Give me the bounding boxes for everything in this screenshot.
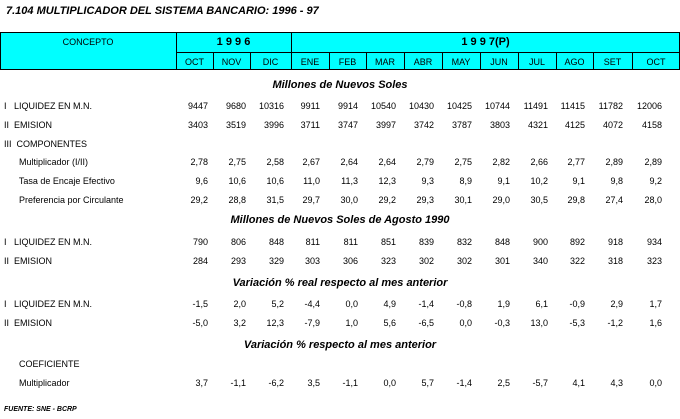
cell-value: 12006 xyxy=(636,101,662,111)
header-month: AGO xyxy=(564,56,585,67)
cell-value: 2,64 xyxy=(340,157,358,167)
cell-value: 848 xyxy=(268,237,284,247)
cell-value: -1,2 xyxy=(607,318,623,328)
cell-value: 892 xyxy=(569,237,585,247)
section-heading: Variación % respecto al mes anterior xyxy=(243,339,437,351)
cell-value: 2,77 xyxy=(567,157,585,167)
header-month: ABR xyxy=(413,56,433,67)
cell-value: -6,2 xyxy=(268,378,284,388)
row-label: Preferencia por Circulante xyxy=(4,195,124,205)
cell-value: 12,3 xyxy=(378,176,396,186)
cell-value: 3,2 xyxy=(233,318,246,328)
header-concepto: CONCEPTO xyxy=(62,37,114,47)
cell-value: 4321 xyxy=(527,120,548,130)
row-label: III COMPONENTES xyxy=(4,139,88,149)
grid-line xyxy=(176,52,680,53)
grid-line xyxy=(213,52,214,70)
cell-value: 5,6 xyxy=(383,318,396,328)
cell-value: 10316 xyxy=(258,101,284,111)
table-row xyxy=(0,378,680,391)
cell-value: 5,2 xyxy=(271,299,284,309)
cell-value: 9914 xyxy=(337,101,358,111)
cell-value: 4158 xyxy=(641,120,662,130)
section-heading: Millones de Nuevos Soles de Agosto 1990 xyxy=(230,214,450,226)
grid-line xyxy=(556,52,557,70)
grid-line xyxy=(632,52,633,70)
cell-value: 9911 xyxy=(300,101,320,111)
row-label: Multiplicador (I/II) xyxy=(4,157,89,167)
cell-value: 790 xyxy=(192,237,208,247)
grid-line xyxy=(593,52,594,70)
cell-value: -7,9 xyxy=(304,318,320,328)
cell-value: 11491 xyxy=(523,101,548,111)
header-month: NOV xyxy=(221,56,242,67)
cell-value: 2,67 xyxy=(302,157,320,167)
cell-value: -1,4 xyxy=(418,299,434,309)
cell-value: 3747 xyxy=(337,120,358,130)
cell-value: 29,0 xyxy=(492,195,510,205)
cell-value: 11,0 xyxy=(303,176,320,186)
cell-value: 10425 xyxy=(446,101,472,111)
cell-value: 2,66 xyxy=(530,157,548,167)
cell-value: 3742 xyxy=(413,120,434,130)
cell-value: 2,0 xyxy=(233,299,246,309)
cell-value: 323 xyxy=(646,256,662,266)
cell-value: 2,89 xyxy=(644,157,662,167)
cell-value: 323 xyxy=(380,256,396,266)
row-label: II EMISION xyxy=(4,256,53,266)
cell-value: 301 xyxy=(494,256,510,266)
cell-value: 2,78 xyxy=(190,157,208,167)
cell-value: -5,7 xyxy=(532,378,548,388)
grid-line xyxy=(176,32,177,70)
cell-value: 2,79 xyxy=(416,157,434,167)
cell-value: 30,5 xyxy=(530,195,548,205)
cell-value: 6,1 xyxy=(535,299,548,309)
cell-value: -0,3 xyxy=(494,318,510,328)
header-month: MAR xyxy=(375,56,395,67)
cell-value: 29,2 xyxy=(190,195,208,205)
cell-value: 30,1 xyxy=(454,195,472,205)
header-month: OCT xyxy=(646,56,666,67)
table-title: 7.104 MULTIPLICADOR DEL SISTEMA BANCARIO: 1996 - 97 xyxy=(6,5,319,17)
cell-value: 30,0 xyxy=(340,195,358,205)
cell-value: 2,75 xyxy=(228,157,246,167)
cell-value: 2,5 xyxy=(497,378,510,388)
header-month: FEB xyxy=(338,56,357,67)
row-label: COEFICIENTE xyxy=(4,359,80,369)
section-heading: Variación % real respecto al mes anterior xyxy=(232,277,448,289)
cell-value: 10540 xyxy=(370,101,396,111)
cell-value: 302 xyxy=(418,256,434,266)
cell-value: 10744 xyxy=(484,101,510,111)
cell-value: 3403 xyxy=(187,120,208,130)
cell-value: 0,0 xyxy=(383,378,396,388)
cell-value: 340 xyxy=(532,256,548,266)
header-month: MAY xyxy=(451,56,471,67)
header-month: JUN xyxy=(490,56,508,67)
cell-value: 3803 xyxy=(489,120,510,130)
cell-value: 4,1 xyxy=(572,378,585,388)
table-row xyxy=(0,359,680,372)
cell-value: 10,6 xyxy=(228,176,246,186)
header-year-1997: 1 9 9 7(P) xyxy=(461,36,510,48)
cell-value: 2,9 xyxy=(610,299,623,309)
cell-value: 2,58 xyxy=(266,157,284,167)
cell-value: 11,3 xyxy=(341,176,358,186)
cell-value: 9,1 xyxy=(497,176,510,186)
cell-value: 1,0 xyxy=(345,318,358,328)
cell-value: -1,1 xyxy=(230,378,246,388)
cell-value: -6,5 xyxy=(418,318,434,328)
row-label: II EMISION xyxy=(4,120,53,130)
table-row xyxy=(0,101,680,114)
cell-value: 10430 xyxy=(408,101,434,111)
cell-value: 4,3 xyxy=(610,378,623,388)
cell-value: 2,82 xyxy=(492,157,510,167)
cell-value: 13,0 xyxy=(530,318,548,328)
grid-line xyxy=(0,32,680,33)
cell-value: 2,64 xyxy=(378,157,396,167)
header-month: SET xyxy=(603,56,622,67)
cell-value: -1,4 xyxy=(456,378,472,388)
cell-value: 5,7 xyxy=(421,378,434,388)
cell-value: 9,6 xyxy=(195,176,208,186)
cell-value: 303 xyxy=(304,256,320,266)
cell-value: 11415 xyxy=(560,101,585,111)
cell-value: 9,2 xyxy=(649,176,662,186)
cell-value: -0,8 xyxy=(456,299,472,309)
cell-value: 9,8 xyxy=(610,176,623,186)
cell-value: 329 xyxy=(268,256,284,266)
cell-value: 9,3 xyxy=(421,176,434,186)
cell-value: -1,5 xyxy=(192,299,208,309)
cell-value: 10,2 xyxy=(530,176,548,186)
cell-value: 811 xyxy=(305,237,320,247)
row-label: I LIQUIDEZ EN M.N. xyxy=(4,299,93,309)
table-row xyxy=(0,139,680,152)
cell-value: 806 xyxy=(230,237,246,247)
row-label: I LIQUIDEZ EN M.N. xyxy=(4,101,93,111)
grid-line xyxy=(518,52,519,70)
cell-value: 2,75 xyxy=(454,157,472,167)
cell-value: 9447 xyxy=(187,101,208,111)
table-header xyxy=(0,32,680,70)
cell-value: 1,9 xyxy=(497,299,510,309)
cell-value: 0,0 xyxy=(649,378,662,388)
cell-value: 3997 xyxy=(375,120,396,130)
table-row xyxy=(0,256,680,269)
cell-value: 934 xyxy=(646,237,662,247)
row-label: Tasa de Encaje Efectivo xyxy=(4,176,115,186)
header-month: ENE xyxy=(300,56,320,67)
grid-line xyxy=(0,69,680,70)
row-label: I LIQUIDEZ EN M.N. xyxy=(4,237,93,247)
cell-value: -1,1 xyxy=(342,378,358,388)
cell-value: 322 xyxy=(569,256,585,266)
table-row xyxy=(0,237,680,250)
cell-value: -5,3 xyxy=(569,318,585,328)
cell-value: 0,0 xyxy=(345,299,358,309)
cell-value: -0,9 xyxy=(569,299,585,309)
table-row xyxy=(0,120,680,133)
cell-value: 3,5 xyxy=(307,378,320,388)
cell-value: 318 xyxy=(607,256,623,266)
cell-value: 1,6 xyxy=(649,318,662,328)
cell-value: 27,4 xyxy=(605,195,623,205)
grid-line xyxy=(442,52,443,70)
grid-line xyxy=(250,52,251,70)
header-month: OCT xyxy=(185,56,204,67)
header-month: DIC xyxy=(262,56,279,67)
table-row xyxy=(0,176,680,189)
cell-value: 832 xyxy=(456,237,472,247)
row-label: II EMISION xyxy=(4,318,53,328)
header-year-1996: 1 9 9 6 xyxy=(216,36,251,48)
cell-value: 811 xyxy=(343,237,358,247)
cell-value: 3787 xyxy=(451,120,472,130)
cell-value: 900 xyxy=(532,237,548,247)
cell-value: 293 xyxy=(230,256,246,266)
table-row xyxy=(0,299,680,312)
cell-value: 9680 xyxy=(225,101,246,111)
grid-line xyxy=(404,52,405,70)
cell-value: -4,4 xyxy=(304,299,320,309)
cell-value: 306 xyxy=(342,256,358,266)
table-row xyxy=(0,318,680,331)
grid-line xyxy=(0,32,1,70)
cell-value: 302 xyxy=(456,256,472,266)
cell-value: 0,0 xyxy=(459,318,472,328)
cell-value: 8,9 xyxy=(459,176,472,186)
cell-value: 9,1 xyxy=(572,176,585,186)
cell-value: 3519 xyxy=(225,120,246,130)
header-month: JUL xyxy=(528,56,545,67)
cell-value: 284 xyxy=(192,256,208,266)
cell-value: 10,6 xyxy=(266,176,284,186)
cell-value: 28,0 xyxy=(644,195,662,205)
cell-value: 28,8 xyxy=(228,195,246,205)
cell-value: 2,89 xyxy=(605,157,623,167)
cell-value: 29,7 xyxy=(302,195,320,205)
cell-value: 4,9 xyxy=(383,299,396,309)
cell-value: -5,0 xyxy=(192,318,208,328)
cell-value: 11782 xyxy=(598,101,623,111)
cell-value: 3711 xyxy=(300,120,320,130)
cell-value: 1,7 xyxy=(649,299,662,309)
grid-line xyxy=(366,52,367,70)
cell-value: 12,3 xyxy=(266,318,284,328)
table-row xyxy=(0,195,680,208)
cell-value: 29,2 xyxy=(378,195,396,205)
row-label: Multiplicador xyxy=(4,378,70,388)
cell-value: 4072 xyxy=(602,120,623,130)
grid-line xyxy=(480,52,481,70)
cell-value: 839 xyxy=(418,237,434,247)
grid-line xyxy=(291,32,292,70)
cell-value: 29,8 xyxy=(567,195,585,205)
cell-value: 4125 xyxy=(564,120,585,130)
grid-line xyxy=(329,52,330,70)
cell-value: 31,5 xyxy=(266,195,284,205)
section-heading: Millones de Nuevos Soles xyxy=(272,79,408,91)
cell-value: 3,7 xyxy=(195,378,208,388)
cell-value: 3996 xyxy=(263,120,284,130)
cell-value: 29,3 xyxy=(416,195,434,205)
table-row xyxy=(0,157,680,170)
cell-value: 918 xyxy=(607,237,623,247)
cell-value: 848 xyxy=(494,237,510,247)
source-note: FUENTE: SNE - BCRP xyxy=(4,406,77,413)
cell-value: 851 xyxy=(380,237,396,247)
